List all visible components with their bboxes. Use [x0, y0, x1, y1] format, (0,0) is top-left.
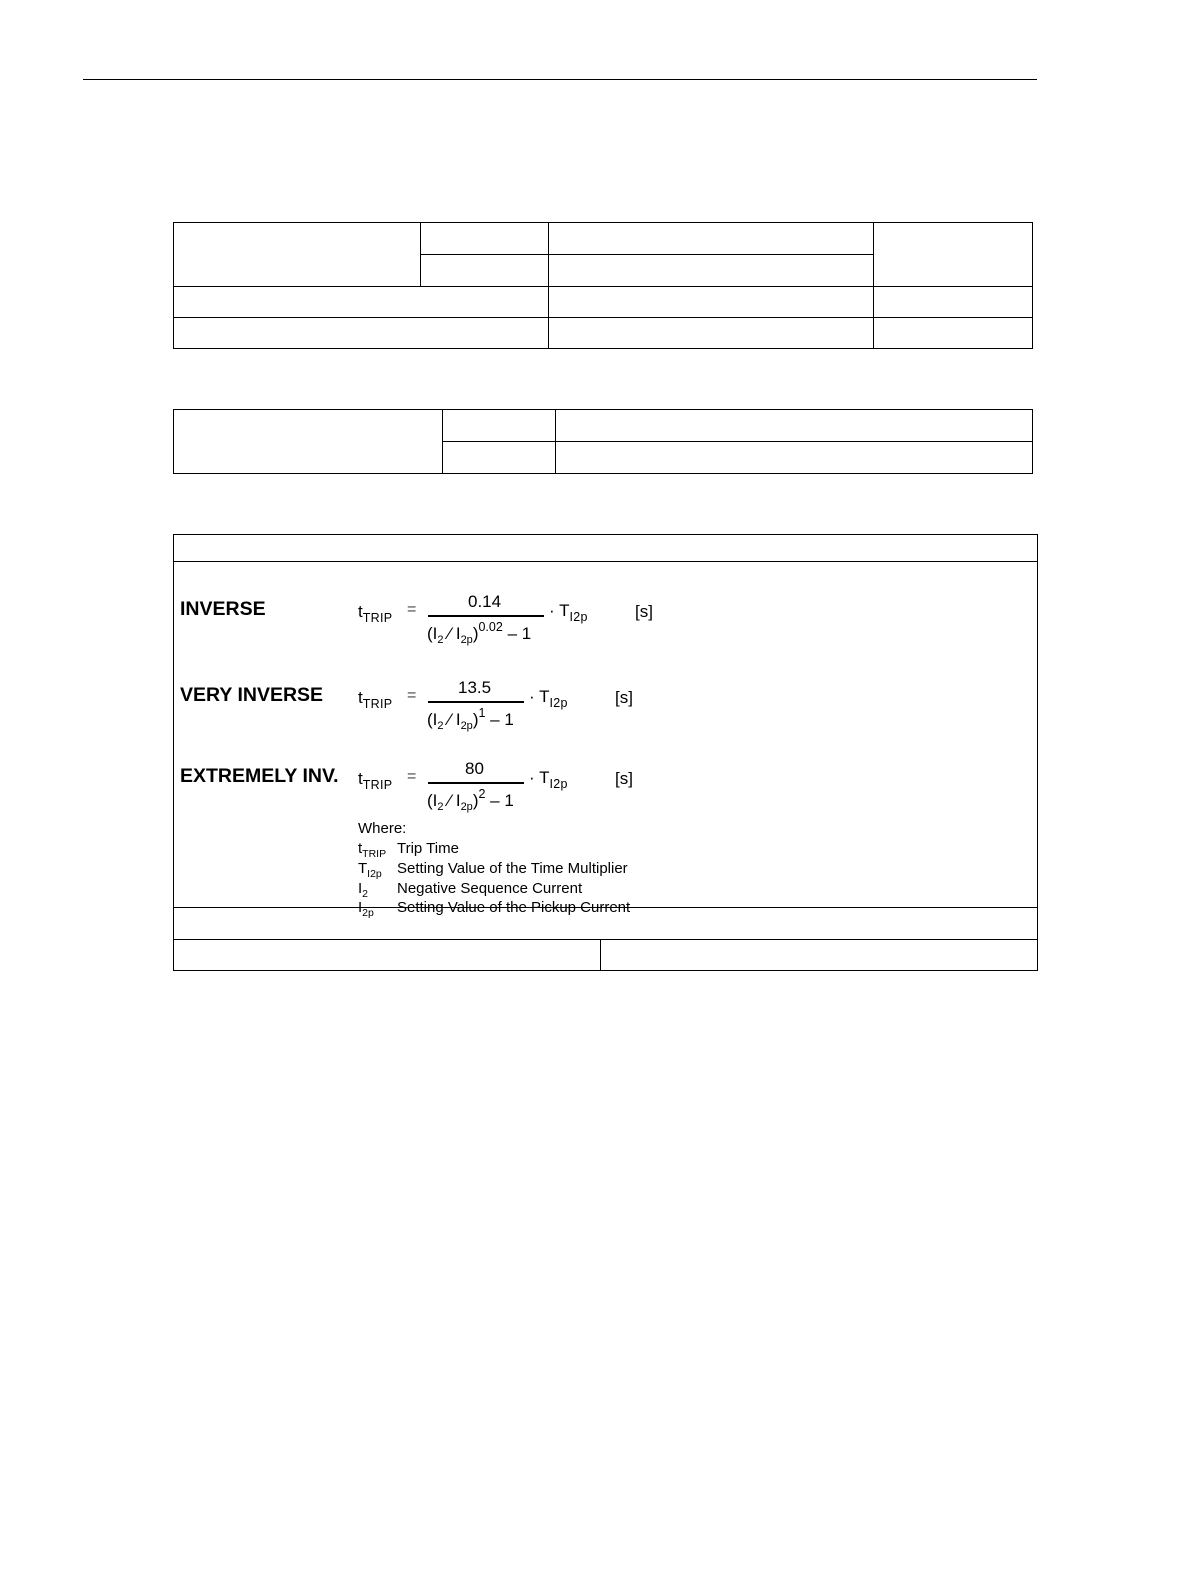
curve-name: VERY INVERSE	[180, 684, 324, 706]
table1-cell	[874, 223, 1033, 287]
formula-very-inverse	[174, 648, 1036, 738]
curve-name: EXTREMELY INV.	[180, 765, 339, 787]
formula-cell	[174, 562, 1038, 919]
unit-seconds: [s]	[615, 769, 633, 788]
table1-cell	[549, 255, 874, 287]
curve-formula-table	[173, 534, 1038, 971]
unit-seconds: [s]	[635, 602, 653, 621]
table1-cell	[421, 223, 549, 255]
trip-time-symbol: $t_{TRIP}$	[358, 602, 393, 625]
table1-cell	[174, 287, 549, 318]
time-multiplier: · $T_{I2p}$	[529, 768, 568, 791]
numerator: 0.14	[468, 592, 502, 611]
table2-cell	[556, 442, 1033, 474]
header-rule	[83, 79, 1037, 80]
table1-cell	[549, 318, 874, 349]
table2-cell	[443, 442, 556, 474]
legend-title: Where:	[358, 820, 407, 837]
numerator: 80	[465, 759, 484, 778]
table3-cell	[174, 940, 601, 971]
table2-cell	[174, 410, 443, 474]
trip-time-symbol: $t_{TRIP}$	[358, 688, 393, 711]
trip-time-symbol: $t_{TRIP}$	[358, 769, 393, 792]
time-multiplier: · $T_{I2p}$	[549, 601, 588, 624]
table3-cell	[601, 940, 1038, 971]
table1-cell	[174, 318, 549, 349]
symbol-legend	[358, 820, 678, 920]
legend-item: $I_{2p}$ Setting Value of the Pickup Current	[358, 899, 631, 919]
numerator: 13.5	[458, 678, 492, 697]
legend-item: $I_2$ Negative Sequence Current	[358, 880, 583, 900]
legend-item: $t_{TRIP}$ Trip Time	[358, 840, 459, 860]
unit-seconds: [s]	[615, 688, 633, 707]
table1-cell	[549, 223, 874, 255]
formula-extremely-inverse	[174, 729, 1036, 819]
settings-table-1	[173, 222, 1033, 349]
denominator: ($I_2$ ⁄ $I_{2p})^{0.02} - 1$	[427, 620, 532, 646]
settings-table-2	[173, 409, 1033, 474]
denominator: ($I_2$ ⁄ $I_{2p})^1 - 1$	[427, 706, 514, 732]
table1-cell	[549, 287, 874, 318]
table1-cell	[174, 223, 421, 287]
equals-sign: =	[407, 768, 417, 785]
curve-name: INVERSE	[180, 598, 266, 620]
equals-sign: =	[407, 687, 417, 704]
equals-sign: =	[407, 601, 417, 618]
fraction-line	[428, 782, 524, 784]
table2-cell	[556, 410, 1033, 442]
table1-cell	[874, 318, 1033, 349]
formula-inverse	[174, 562, 1036, 652]
table2-cell	[443, 410, 556, 442]
fraction-line	[428, 615, 544, 617]
fraction-line	[428, 701, 524, 703]
legend-item: $T_{I2p}$ Setting Value of the Time Multiplier	[358, 860, 628, 880]
table3-header-cell	[174, 535, 1038, 562]
table1-cell	[874, 287, 1033, 318]
time-multiplier: · $T_{I2p}$	[529, 687, 568, 710]
table1-cell	[421, 255, 549, 287]
denominator: ($I_2$ ⁄ $I_{2p})^2 - 1$	[427, 787, 514, 813]
